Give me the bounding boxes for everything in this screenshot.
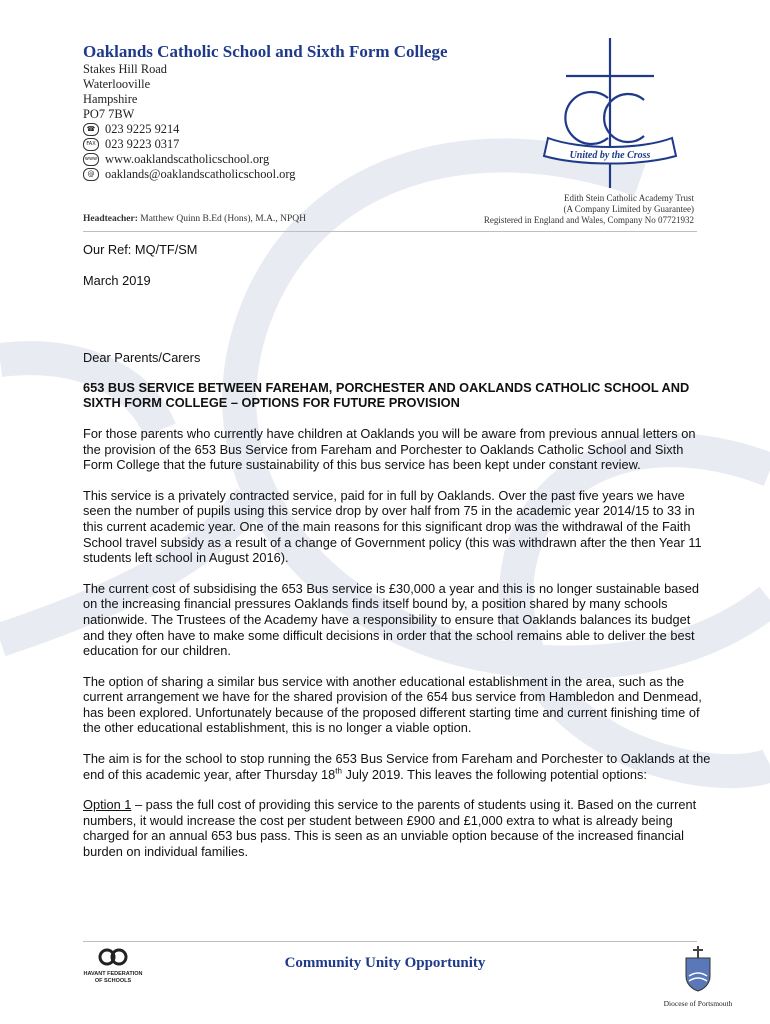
letter-greeting: Dear Parents/Carers	[83, 350, 201, 366]
diocese-crest-icon	[683, 946, 713, 992]
trust-line: Registered in England and Wales, Company No 07721932	[483, 215, 694, 225]
phone-icon: ☎	[83, 123, 99, 136]
paragraph: The option of sharing a similar bus service with another educational establishment in the area, such as the current arrangement we have for the shared provision of the 654 bus service from Hambledon and Denmead, has been explored. Unfortunately because of the proposed different starting time and current finishing time of the other educational establishment, this is no longer a viable option.	[83, 673, 702, 736]
address-line: PO7 7BW	[83, 107, 135, 121]
aim-text-end: July 2019. This leaves the following potential options:	[341, 766, 647, 782]
letter-body	[83, 242, 711, 875]
paragraph: For those parents who currently have children at Oaklands you will be aware from previous annual letters on the provision of the 653 Bus Service from Fareham and Porchester to Oaklands Catholic School and Sixth Form College that the future sustainability of this bus service has been kept under constant review.	[83, 425, 696, 473]
havant-text: OF SCHOOLS	[94, 977, 132, 984]
contact-email	[83, 167, 295, 182]
headteacher-label: Headteacher:	[83, 214, 138, 224]
headteacher-name: Matthew Quinn B.Ed (Hons), M.A., NPQH	[140, 214, 306, 224]
footer-divider	[83, 941, 697, 942]
email-link[interactable]: oaklands@oaklandscatholicschool.org	[105, 167, 296, 181]
trust-line: (A Company Limited by Guarantee)	[563, 204, 694, 214]
fax-number: 023 9223 0317	[105, 137, 180, 151]
trust-info	[484, 193, 694, 226]
paragraph-aim	[83, 751, 711, 782]
phone-number: 023 9225 9214	[105, 122, 180, 136]
aim-superscript: th	[335, 766, 342, 776]
havant-text: HAVANT FEDERATION	[83, 971, 143, 977]
option-1-label: Option 1	[83, 797, 132, 813]
paragraph: This service is a privately contracted service, paid for in full by Oaklands. Over the past five years we have seen the number of pupils using this service drop by over half from 75 in the academic year 2014/15 to 33 in this current academic year. One of the main reasons for this significant drop was the withdrawal of the Faith School travel subsidy as a result of a change of Government policy (this was withdrawn after the then Year 11 students left school in August 2016).	[83, 487, 702, 566]
option-1-text: – pass the full cost of providing this service to the parents of students using it. Based on the current numbers, it would increase the cost per student between £900 and £1,000 extra to what is already being charged for an annual 653 bus pass. This is seen as an unviable option because of the increased financial burden on individual families.	[83, 797, 697, 860]
aim-text: The aim is for the school to stop running the 653 Bus Service from Fareham and Porchester to Oaklands at the end of this academic year, after Thursday 18	[83, 751, 711, 782]
globe-icon: www	[83, 153, 99, 166]
diocese-crest	[656, 946, 740, 1008]
fax-icon: FAX	[83, 138, 99, 151]
logo-banner-text: United by the Cross	[569, 150, 651, 161]
address-line: Hampshire	[83, 92, 138, 106]
school-crest-logo	[540, 38, 680, 188]
address-line: Waterlooville	[83, 77, 151, 91]
school-name: Oaklands Catholic School and Sixth Form College	[83, 42, 448, 61]
contact-website	[83, 152, 295, 167]
website-link[interactable]: www.oaklandscatholicschool.org	[105, 152, 270, 166]
letter-date: March 2019	[83, 272, 151, 288]
contact-phone	[83, 122, 295, 137]
letter-reference: Our Ref: MQ/TF/SM	[83, 242, 198, 257]
header-divider	[83, 231, 697, 232]
address-line: Stakes Hill Road	[83, 62, 167, 76]
footer-motto: Community Unity Opportunity	[284, 955, 486, 971]
trust-line: Edith Stein Catholic Academy Trust	[564, 193, 694, 203]
paragraph-option-1	[83, 797, 711, 859]
diocese-name: Diocese of Portsmouth	[663, 999, 733, 1008]
letter-subject: 653 BUS SERVICE BETWEEN FAREHAM, PORCHESTER AND OAKLANDS CATHOLIC SCHOOL AND SIXTH FORM COLLEGE – OPTIONS FOR FUTURE PROVISION	[83, 379, 690, 411]
school-address	[83, 62, 295, 182]
paragraph: The current cost of subsidising the 653 Bus service is £30,000 a year and this is no longer sustainable based on the increasing financial pressures Oaklands finds itself bound by, a position shared by many schools nationwide. The Trustees of the Academy have a responsibility to ensure that Oaklands balances its budget and they often have to make some difficult decisions in order that the school remains able to deliver the best education for our children.	[83, 580, 700, 659]
headteacher	[83, 214, 306, 224]
contact-fax	[83, 137, 295, 152]
email-icon: @	[83, 168, 99, 181]
